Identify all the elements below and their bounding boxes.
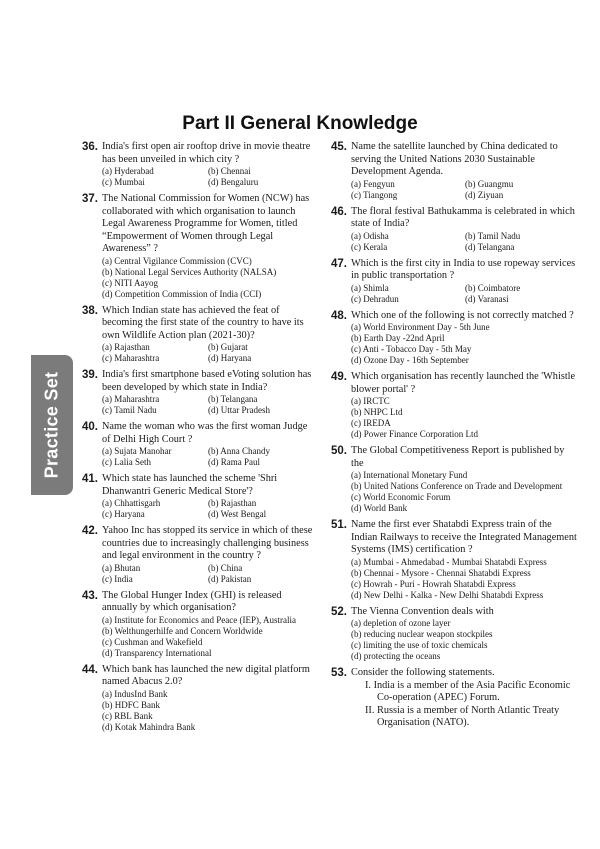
- question-number: 45.: [331, 141, 347, 153]
- options-list: [102, 498, 314, 520]
- question-text: Which state has launched the scheme 'Shri Dhanwantri Generic Medical Store'?: [102, 473, 278, 497]
- option-d: (d) Pakistan: [208, 573, 252, 584]
- question-number: 52.: [331, 605, 347, 618]
- option-c: (c) Dehradun: [351, 293, 399, 304]
- option-b: (b) China: [208, 562, 243, 573]
- options-list: [351, 618, 579, 662]
- option-b: (b) Tamil Nadu: [465, 230, 521, 241]
- option-d: (d) protecting the oceans: [351, 651, 441, 661]
- question-53: [331, 667, 579, 730]
- option-d: (d) Telangana: [465, 241, 515, 252]
- option-d: (d) Competition Commission of India (CCI): [102, 288, 262, 299]
- question-39: [82, 369, 314, 416]
- option-a: (a) Maharashtra: [102, 394, 160, 404]
- options-list: [102, 563, 314, 585]
- option-a: (a) International Monetary Fund: [351, 470, 468, 480]
- statement-1: I. India is a member of the Asia Pacific Economic Co-operation (APEC) Forum.: [365, 679, 571, 703]
- question-44: [82, 664, 314, 733]
- option-b: (b) Telangana: [208, 394, 258, 404]
- option-a: (a) Shimla: [351, 282, 389, 293]
- option-a: (a) Bhutan: [102, 562, 141, 573]
- question-37: [82, 193, 314, 300]
- option-d: (d) Haryana: [208, 353, 252, 363]
- option-a: (a) depletion of ozone layer: [351, 618, 451, 628]
- left-column: [82, 141, 314, 738]
- question-41: [82, 473, 314, 520]
- question-number: 51.: [331, 519, 347, 531]
- question-text: Which is the first city in India to use ropeway services in public transportation ?: [351, 257, 576, 281]
- option-b: (b) United Nations Conference on Trade and Development: [351, 481, 563, 491]
- question-47: [331, 258, 579, 305]
- question-text: Which bank has launched the new digital platform named Abacus 2.0?: [102, 663, 310, 687]
- statement-2: II. Russia is a member of North Atlantic Treaty Organisation (NATO).: [365, 704, 560, 728]
- question-text: The Global Hunger Index (GHI) is released annually by which organisation?: [102, 589, 282, 613]
- option-c: (c) Tiangong: [351, 189, 398, 200]
- options-list: [102, 166, 314, 188]
- practice-set-tab: [31, 355, 73, 495]
- option-b: (b) Chennai - Mysore - Chennai Shatabdi Express: [351, 567, 531, 578]
- option-b: (b) Coimbatore: [465, 282, 521, 293]
- option-d: (d) Kotak Mahindra Bank: [102, 721, 196, 732]
- option-b: (b) Anna Chandy: [208, 446, 270, 456]
- question-text: The Vienna Convention deals with: [351, 605, 494, 617]
- option-a: (a) Fengyun: [351, 178, 395, 189]
- practice-set-label: Practice Set: [41, 371, 62, 479]
- option-d: (d) New Delhi - Kalka - New Delhi Shatabdi Express: [351, 589, 544, 600]
- option-b: (b) Chennai: [208, 166, 251, 176]
- question-number: 49.: [331, 371, 347, 383]
- option-a: (a) Sujata Manohar: [102, 446, 172, 456]
- option-c: (c) Lalia Seth: [102, 457, 151, 467]
- option-a: (a) World Environment Day - 5th June: [351, 322, 490, 332]
- question-43: [82, 590, 314, 659]
- option-d: (d) World Bank: [351, 503, 408, 513]
- question-number: 41.: [82, 473, 98, 485]
- option-c: (c) World Economic Forum: [351, 492, 451, 502]
- option-c: (c) Howrah - Puri - Howrah Shatabdi Express: [351, 578, 516, 589]
- question-50: [331, 445, 579, 514]
- option-c: (c) India: [102, 573, 133, 584]
- question-51: [331, 519, 579, 601]
- option-a: (a) Hyderabad: [102, 166, 154, 176]
- question-38: [82, 305, 314, 365]
- options-list: [102, 446, 314, 468]
- question-text: Name the first ever Shatabdi Express train of the Indian Railways to receive the Integrated Management Systems (IMS) certification ?: [351, 519, 577, 555]
- option-c: (c) Cushman and Wakefield: [102, 636, 203, 647]
- option-b: (b) HDFC Bank: [102, 699, 160, 710]
- option-a: (a) Mumbai - Ahmedabad - Mumbai Shatabdi Express: [351, 556, 547, 567]
- option-b: (b) Welthungerhilfe and Concern Worldwide: [102, 625, 263, 636]
- option-d: (d) Transparency International: [102, 647, 212, 658]
- question-number: 50.: [331, 445, 347, 457]
- options-list: [102, 394, 314, 416]
- option-a: (a) Central Vigilance Commission (CVC): [102, 255, 252, 266]
- option-b: (b) reducing nuclear weapon stockpiles: [351, 629, 493, 639]
- option-c: (c) Kerala: [351, 241, 388, 252]
- question-text: Which Indian state has achieved the feat of becoming the first state of the country to have its own Wildlife Action plan (2021-30)?: [102, 304, 304, 341]
- option-a: (a) Rajasthan: [102, 342, 150, 352]
- options-list: [351, 283, 579, 305]
- option-c: (c) Haryana: [102, 509, 145, 519]
- option-c: (c) IREDA: [351, 418, 391, 428]
- question-number: 46.: [331, 205, 347, 218]
- question-52: [331, 606, 579, 663]
- question-text: The Global Competitiveness Report is published by the: [351, 445, 565, 469]
- option-a: (a) IndusInd Bank: [102, 688, 168, 699]
- option-c: (c) Mumbai: [102, 177, 145, 187]
- option-c: (c) Maharashtra: [102, 353, 160, 363]
- question-number: 43.: [82, 589, 98, 602]
- option-a: (a) Chhattisgarh: [102, 498, 161, 508]
- option-d: (d) West Bengal: [208, 509, 267, 519]
- question-48: [331, 310, 579, 367]
- question-text: India's first open air rooftop drive in movie theatre has been unveiled in which city ?: [102, 141, 311, 165]
- question-42: [82, 525, 314, 585]
- question-text: Which organisation has recently launched the 'Whistle blower portal' ?: [351, 371, 576, 395]
- options-list: [351, 396, 579, 440]
- option-c: (c) Anti - Tobacco Day - 5th May: [351, 344, 472, 354]
- question-text: Name the woman who was the first woman Judge of Delhi High Court ?: [102, 421, 308, 445]
- page-title: Part II General Knowledge: [182, 113, 418, 134]
- options-list: [351, 322, 579, 366]
- option-d: (d) Varanasi: [465, 293, 509, 304]
- option-b: (b) Earth Day -22nd April: [351, 333, 445, 343]
- question-text: Which one of the following is not correctly matched ?: [351, 309, 574, 321]
- question-36: [82, 141, 314, 188]
- options-list: [102, 342, 314, 364]
- question-45: [331, 141, 579, 201]
- option-c: (c) RBL Bank: [102, 710, 153, 721]
- question-number: 37.: [82, 193, 98, 205]
- question-number: 42.: [82, 525, 98, 537]
- options-list: [351, 470, 579, 514]
- question-text: India's first smartphone based eVoting solution has been developed by which state in India?: [102, 369, 312, 393]
- question-text: Yahoo Inc has stopped its service in which of these countries due to increasingly challenging business and legal environment in the country ?: [102, 525, 313, 561]
- option-b: (b) National Legal Services Authority (NALSA): [102, 266, 277, 277]
- option-d: (d) Rama Paul: [208, 457, 260, 467]
- options-list: [102, 689, 314, 733]
- question-number: 39.: [82, 369, 98, 381]
- options-list: [351, 179, 579, 201]
- option-c: (c) limiting the use of toxic chemicals: [351, 640, 488, 650]
- option-c: (c) Tamil Nadu: [102, 405, 157, 415]
- option-d: (d) Ziyuan: [465, 189, 504, 200]
- question-number: 53.: [331, 667, 347, 679]
- options-list: [351, 231, 579, 253]
- question-text-quote: “Empowerment of Women through Legal Awareness” ?: [102, 230, 274, 254]
- options-list: [351, 557, 579, 601]
- question-40: [82, 421, 314, 468]
- options-list: [102, 615, 314, 659]
- option-b: (b) Guangmu: [465, 178, 514, 189]
- question-text: The floral festival Bathukamma is celebrated in which state of India?: [351, 205, 575, 229]
- options-list: [102, 256, 314, 300]
- question-text: The National Commission for Women (NCW) has collaborated with which organisation to launch Legal Awareness Programme for Women, titled: [102, 193, 310, 229]
- question-46: [331, 206, 579, 253]
- option-a: (a) Odisha: [351, 230, 389, 241]
- option-d: (d) Ozone Day - 16th September: [351, 355, 469, 365]
- option-b: (b) Gujarat: [208, 342, 248, 352]
- question-number: 38.: [82, 304, 98, 317]
- option-a: (a) IRCTC: [351, 396, 390, 406]
- question-number: 48.: [331, 309, 347, 322]
- question-number: 40.: [82, 421, 98, 433]
- question-number: 36.: [82, 141, 98, 153]
- option-b: (b) Rajasthan: [208, 498, 257, 508]
- option-c: (c) NITI Aayog: [102, 277, 158, 288]
- option-a: (a) Institute for Economics and Peace (IEP), Australia: [102, 614, 296, 625]
- option-d: (d) Power Finance Corporation Ltd: [351, 429, 478, 439]
- option-d: (d) Uttar Pradesh: [208, 405, 270, 415]
- question-text: Name the satellite launched by China dedicated to serving the United Nations 2030 Sustainable Development Agenda.: [351, 141, 558, 177]
- right-column: [331, 141, 579, 735]
- question-number: 44.: [82, 663, 98, 676]
- question-49: [331, 371, 579, 440]
- option-b: (b) NHPC Ltd: [351, 407, 403, 417]
- option-d: (d) Bengaluru: [208, 177, 259, 187]
- question-text: Consider the following statements.: [351, 667, 495, 678]
- question-number: 47.: [331, 257, 347, 270]
